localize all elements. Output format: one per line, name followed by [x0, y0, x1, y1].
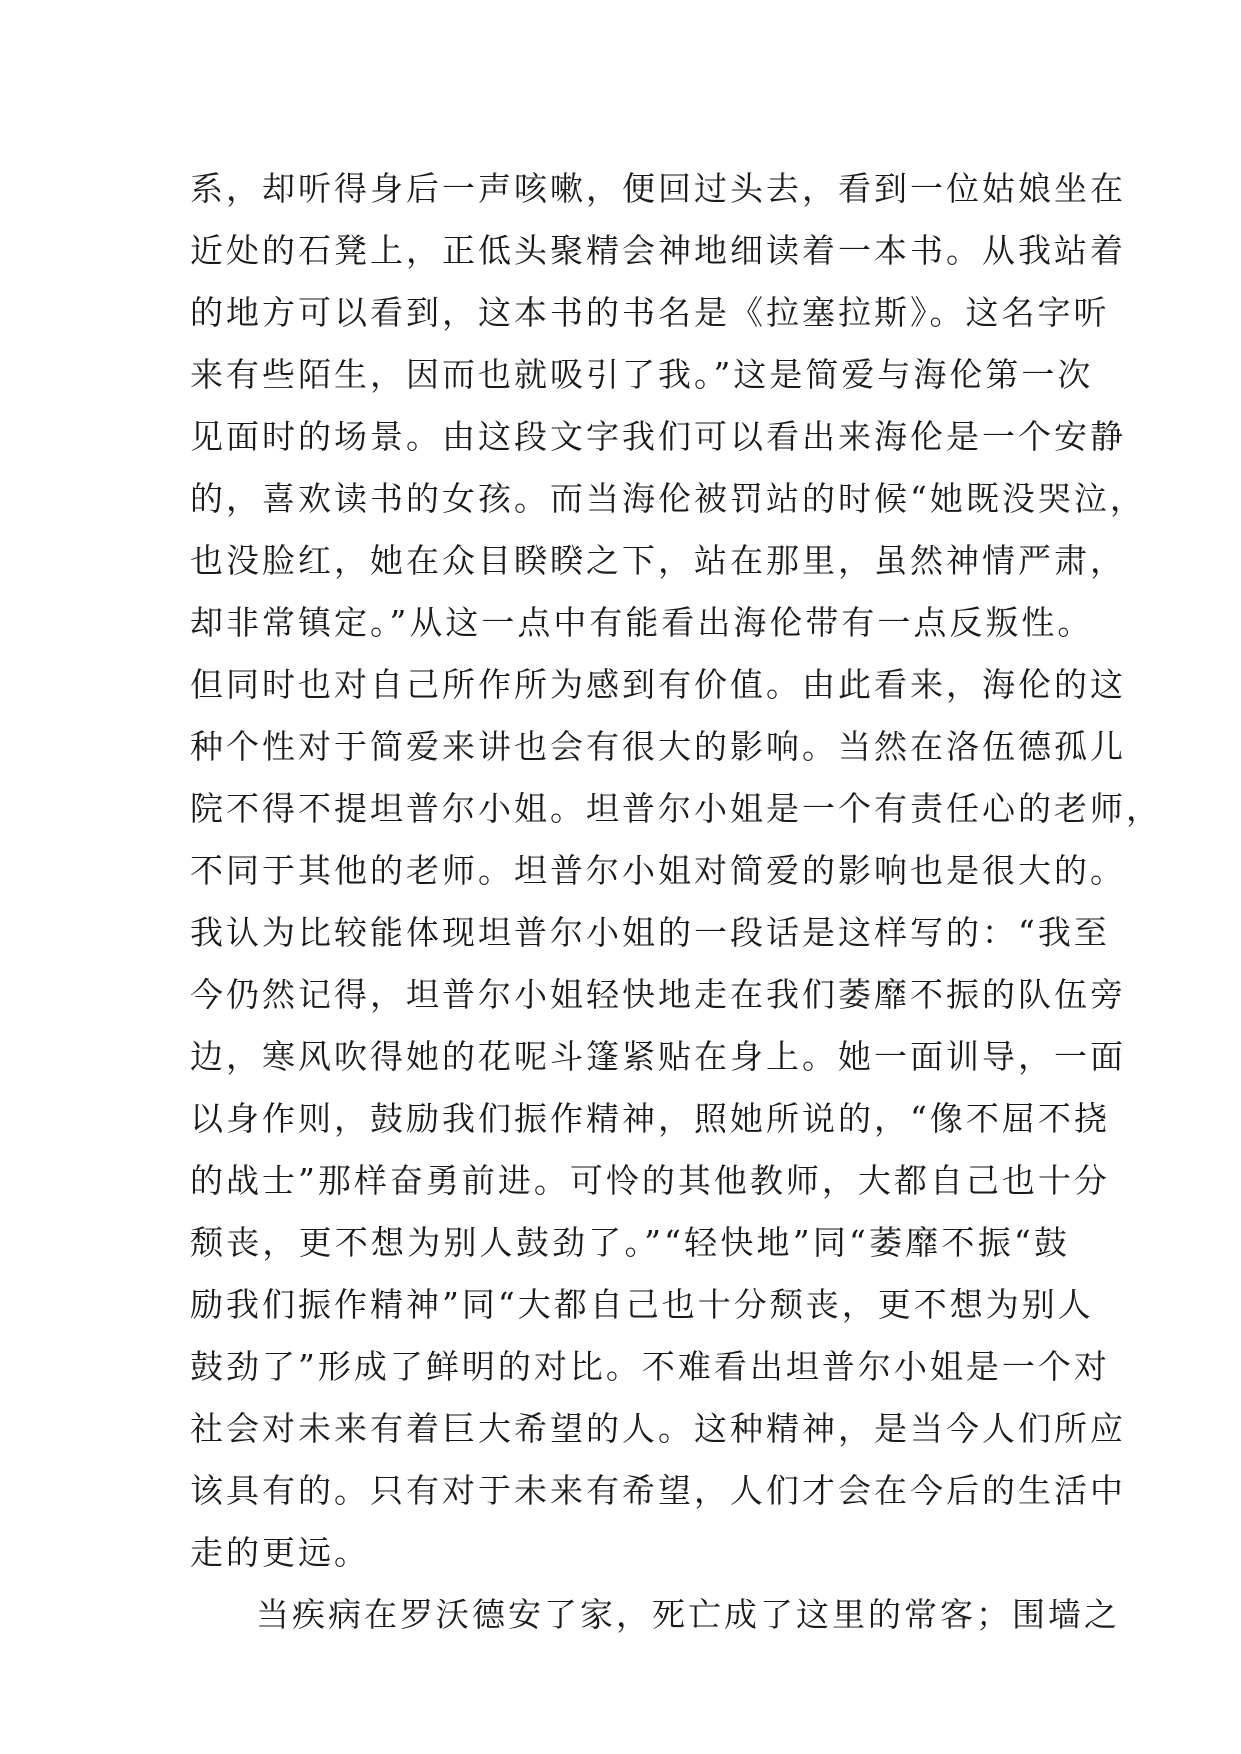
text-line: 颓丧，更不想为别人鼓劲了。”“轻快地”同“萎靡不振“鼓 — [190, 1223, 1070, 1262]
text-line: 不同于其他的老师。坦普尔小姐对简爱的影响也是很大的。 — [190, 851, 1126, 890]
text-line: 以身作则，鼓励我们振作精神，照她所说的，“像不屈不挠 — [190, 1099, 1110, 1138]
text-line: 边，寒风吹得她的花呢斗篷紧贴在身上。她一面训导，一面 — [190, 1037, 1126, 1076]
text-line: 励我们振作精神”同“大都自己也十分颓丧，更不想为别人 — [190, 1285, 1094, 1324]
text-line: 今仍然记得，坦普尔小姐轻快地走在我们萎靡不振的队伍旁 — [190, 975, 1126, 1014]
text-line-paragraph-end: 走的更远。 — [190, 1533, 370, 1572]
text-line-paragraph-start: 当疾病在罗沃德安了家，死亡成了这里的常客；围墙之 — [256, 1595, 1120, 1634]
text-line: 也没脸红，她在众目睽睽之下，站在那里，虽然神情严肃， — [190, 541, 1126, 580]
text-line: 的，喜欢读书的女孩。而当海伦被罚站的时候“她既没哭泣， — [190, 479, 1146, 518]
text-line: 该具有的。只有对于未来有希望，人们才会在今后的生活中 — [190, 1471, 1126, 1510]
body-text — [190, 158, 1162, 1646]
text-line: 来有些陌生，因而也就吸引了我。”这是简爱与海伦第一次 — [190, 355, 1094, 394]
text-line: 的地方可以看到，这本书的书名是《拉塞拉斯》。这名字听 — [190, 293, 1110, 332]
text-line: 系，却听得身后一声咳嗽，便回过头去，看到一位姑娘坐在 — [190, 169, 1126, 208]
text-line: 鼓劲了”形成了鲜明的对比。不难看出坦普尔小姐是一个对 — [190, 1347, 1110, 1386]
text-line: 的战士”那样奋勇前进。可怜的其他教师，大都自己也十分 — [190, 1161, 1110, 1200]
text-line: 社会对未来有着巨大希望的人。这种精神，是当今人们所应 — [190, 1409, 1126, 1448]
text-line: 种个性对于简爱来讲也会有很大的影响。当然在洛伍德孤儿 — [190, 727, 1126, 766]
text-line: 见面时的场景。由这段文字我们可以看出来海伦是一个安静 — [190, 417, 1126, 456]
text-line: 却非常镇定。”从这一点中有能看出海伦带有一点反叛性。 — [190, 603, 1094, 642]
text-line: 院不得不提坦普尔小姐。坦普尔小姐是一个有责任心的老师， — [190, 789, 1162, 828]
text-line: 但同时也对自己所作所为感到有价值。由此看来，海伦的这 — [190, 665, 1126, 704]
text-line: 我认为比较能体现坦普尔小姐的一段话是这样写的：“我至 — [190, 913, 1110, 952]
text-line: 近处的石凳上，正低头聚精会神地细读着一本书。从我站着 — [190, 231, 1126, 270]
